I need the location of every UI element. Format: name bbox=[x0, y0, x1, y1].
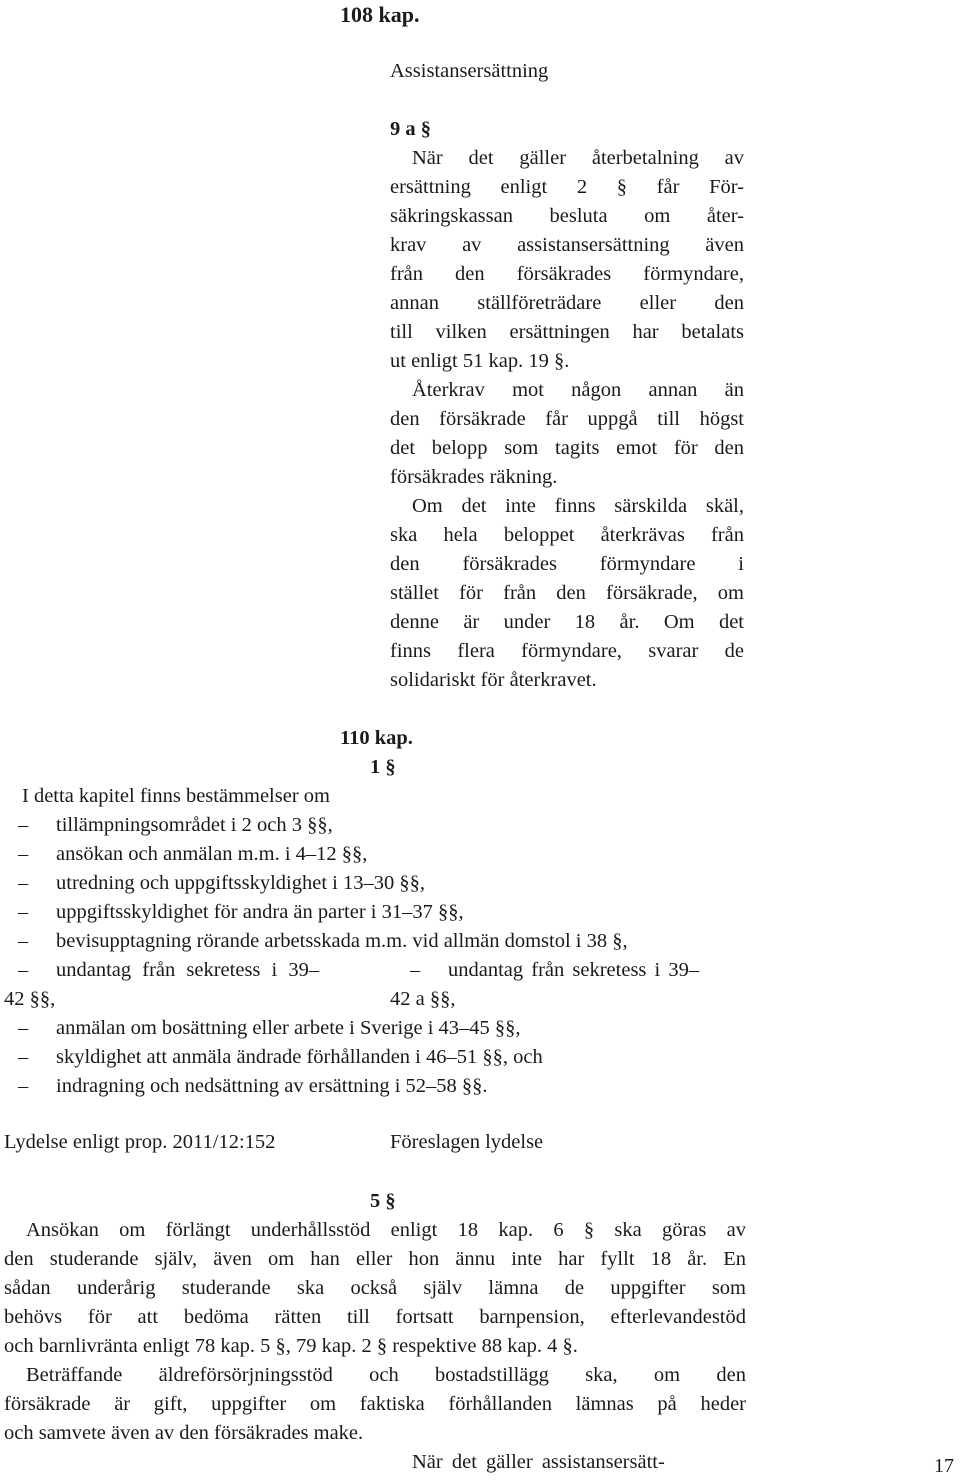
text-line: den studerande själv, även om han eller hon ännu inte har fyllt 18 år. En bbox=[4, 1248, 746, 1270]
continuation-line: När det gäller assistansersätt- bbox=[412, 1451, 665, 1473]
column-heading-current: Lydelse enligt prop. 2011/12:152 bbox=[4, 1131, 276, 1153]
list-item: – bevisupptagning rörande arbetsskada m.m. vid allmän domstol i 38 §, bbox=[18, 930, 628, 952]
text-line: säkringskassan besluta om åter- bbox=[390, 205, 744, 227]
text-line: ut enligt 51 kap. 19 §. bbox=[390, 350, 570, 372]
list-item-current-wording: – undantag från sekretess i 39– bbox=[18, 959, 320, 981]
column-heading-proposed: Föreslagen lydelse bbox=[390, 1131, 544, 1153]
text-line: det belopp som tagits emot för den bbox=[390, 437, 744, 459]
paragraph-id-9a: 9 a § bbox=[390, 118, 431, 140]
list-item: – uppgiftsskyldighet för andra än parter i 31–37 §§, bbox=[18, 901, 464, 923]
text-line: sådan underårig studerande ska också själv lämna de uppgifter som bbox=[4, 1277, 746, 1299]
list-item-proposed-wording-cont: 42 a §§, bbox=[390, 988, 456, 1010]
paragraph-id-1: 1 § bbox=[370, 756, 396, 778]
text-line: ersättning enligt 2 § får För- bbox=[390, 176, 744, 198]
section-title: Assistansersättning bbox=[390, 60, 549, 82]
text-line: finns flera förmyndare, svarar de bbox=[390, 640, 744, 662]
text-line: annan ställföreträdare eller den bbox=[390, 292, 744, 314]
paragraph-id-5: 5 § bbox=[370, 1190, 396, 1212]
list-item: – indragning och nedsättning av ersättning i 52–58 §§. bbox=[18, 1075, 488, 1097]
list-item: – utredning och uppgiftsskyldighet i 13–30 §§, bbox=[18, 872, 425, 894]
text-line: den försäkrade får uppgå till högst bbox=[390, 408, 744, 430]
text-line: stället för från den försäkrade, om bbox=[390, 582, 744, 604]
list-item-current-wording-cont: 42 §§, bbox=[4, 988, 56, 1010]
text-line: behövs för att bedöma rätten till fortsatt barnpension, efterlevandestöd bbox=[4, 1306, 746, 1328]
list-item: – ansökan och anmälan m.m. i 4–12 §§, bbox=[18, 843, 368, 865]
text-line: Återkrav mot någon annan än bbox=[412, 379, 744, 401]
text-line: Om det inte finns särskilda skäl, bbox=[412, 495, 744, 517]
text-line: ska hela beloppet återkrävas från bbox=[390, 524, 744, 546]
text-line: krav av assistansersättning även bbox=[390, 234, 744, 256]
chapter-heading-108: 108 kap. bbox=[340, 2, 420, 27]
text-line: försäkrade är gift, uppgifter om faktiska förhållanden lämnas på heder bbox=[4, 1393, 746, 1415]
text-line: Beträffande äldreförsörjningsstöd och bostadstillägg ska, om den bbox=[26, 1364, 746, 1386]
text-line: och samvete även av den försäkrades make. bbox=[4, 1422, 364, 1444]
list-item-proposed-wording: – undantag från sekretess i 39– bbox=[410, 959, 700, 981]
text-line: När det gäller återbetalning av bbox=[412, 147, 744, 169]
text-line: Ansökan om förlängt underhållsstöd enligt 18 kap. 6 § ska göras av bbox=[26, 1219, 746, 1241]
chapter-heading-110: 110 kap. bbox=[340, 727, 413, 749]
text-line: den försäkrades förmyndare i bbox=[390, 553, 744, 575]
text-line: solidariskt för återkravet. bbox=[390, 669, 597, 691]
page-number: 17 bbox=[934, 1455, 954, 1477]
text-line: från den försäkrades förmyndare, bbox=[390, 263, 744, 285]
text-line: denne är under 18 år. Om det bbox=[390, 611, 744, 633]
text-line: till vilken ersättningen har betalats bbox=[390, 321, 744, 343]
text-line: och barnlivränta enligt 78 kap. 5 §, 79 kap. 2 § respektive 88 kap. 4 §. bbox=[4, 1335, 578, 1357]
text-line: försäkrades räkning. bbox=[390, 466, 558, 488]
list-item: – skyldighet att anmäla ändrade förhållanden i 46–51 §§, och bbox=[18, 1046, 543, 1068]
list-item: – anmälan om bosättning eller arbete i Sverige i 43–45 §§, bbox=[18, 1017, 521, 1039]
list-item: – tillämpningsområdet i 2 och 3 §§, bbox=[18, 814, 333, 836]
intro-text: I detta kapitel finns bestämmelser om bbox=[22, 785, 330, 807]
